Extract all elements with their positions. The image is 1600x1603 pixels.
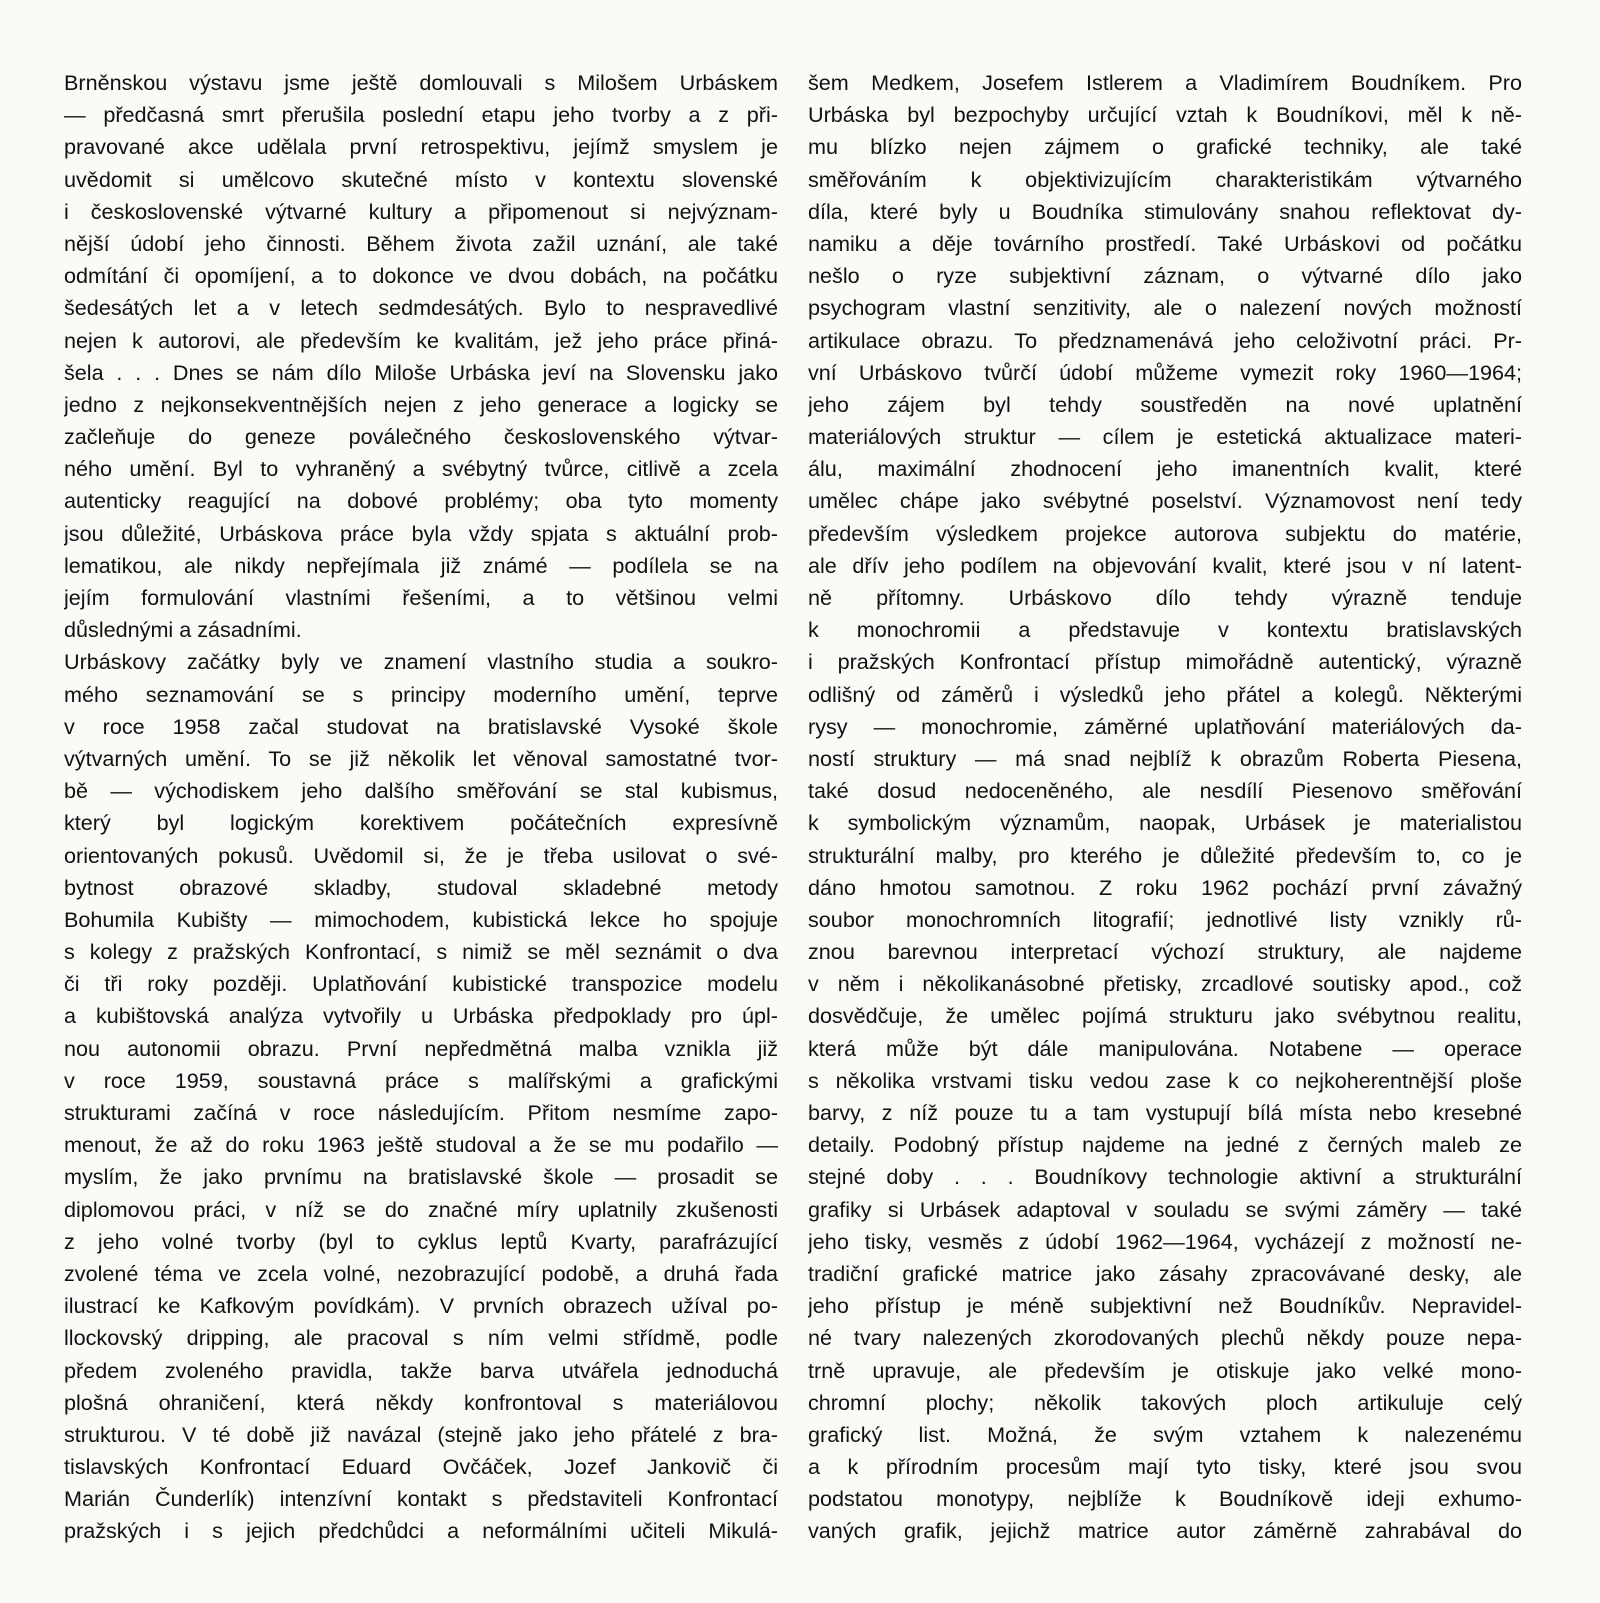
text-line: né tvary nalezených zkorodovaných plechů někdy pouze nepa- bbox=[808, 1325, 1522, 1351]
text-line: nejen k autorovi, ale především ke kvalitám, jež jeho práce přiná- bbox=[64, 327, 778, 353]
text-line: grafiky si Urbásek adaptoval v souladu se svými záměry — také bbox=[808, 1196, 1522, 1222]
text-line: směřováním k objektivizujícím charakteristikám výtvarného bbox=[808, 166, 1522, 192]
text-line: jeho tisky, vesměs z údobí 1962—1964, vycházejí z možností ne- bbox=[808, 1228, 1522, 1254]
text-line: ností struktury — má snad nejblíž k obrazům Roberta Piesena, bbox=[808, 745, 1522, 771]
text-line: k monochromii a představuje v kontextu bratislavských bbox=[808, 617, 1522, 643]
text-line: ného umění. Byl to vyhraněný a svébytný tvůrce, citlivě a zcela bbox=[64, 456, 778, 482]
text-line: k symbolickým významům, naopak, Urbásek je materialistou bbox=[808, 810, 1522, 836]
text-line: podstatou monotypy, nejblíže k Boudníkově ideji exhumo- bbox=[808, 1486, 1522, 1512]
text-line: namiku a děje továrního prostředí. Také Urbáskovi od počátku bbox=[808, 230, 1522, 256]
text-line: začleňuje do geneze poválečného československého výtvar- bbox=[64, 424, 778, 450]
text-line: který byl logickým korektivem počátečních expresívně bbox=[64, 810, 778, 836]
text-line: tislavských Konfrontací Eduard Ovčáček, Jozef Jankovič či bbox=[64, 1454, 778, 1480]
text-line: tradiční grafické matrice jako zásahy zpracovávané desky, ale bbox=[808, 1260, 1522, 1286]
text-line: vaných grafik, jejichž matrice autor záměrně zahrabával do bbox=[808, 1518, 1522, 1544]
text-line: jeho zájem byl tehdy soustředěn na nové uplatnění bbox=[808, 391, 1522, 417]
text-line: v něm i několikanásobné přetisky, zrcadlové soutisky apod., což bbox=[808, 971, 1522, 997]
text-line: s několika vrstvami tisku vedou zase k co nejkoherentnější ploše bbox=[808, 1067, 1522, 1093]
text-line: diplomovou práci, v níž se do značné míry uplatnily zkušenosti bbox=[64, 1196, 778, 1222]
text-line: mu blízko nejen zájmem o grafické techniky, ale také bbox=[808, 134, 1522, 160]
text-line: zvolené téma ve zcela volné, nezobrazující podobě, a druhá řada bbox=[64, 1260, 778, 1286]
text-line: díla, které byly u Boudníka stimulovány snahou reflektovat dy- bbox=[808, 198, 1522, 224]
text-line: ně přítomny. Urbáskovo dílo tehdy výrazně tenduje bbox=[808, 585, 1522, 610]
text-line: dosvědčuje, že umělec pojímá strukturu jako svébytnou realitu, bbox=[808, 1003, 1522, 1029]
text-line: jedno z nejkonsekventnějších nejen z jeho generace a logicky se bbox=[64, 391, 778, 417]
text-line: s kolegy z pražských Konfrontací, s nimiž se měl seznámit o dva bbox=[64, 939, 778, 965]
text-line: Bohumila Kubišty — mimochodem, kubistická lekce ho spojuje bbox=[64, 906, 778, 932]
text-line: bytnost obrazové skladby, studoval skladebné metody bbox=[64, 874, 778, 900]
text-line: lematikou, ale nikdy nepřejímala již známé — podílela se na bbox=[64, 552, 778, 578]
text-line: Urbáska byl bezpochyby určující vztah k Boudníkovi, měl k ně- bbox=[808, 102, 1522, 128]
text-line: strukturou. V té době již navázal (stejně jako jeho přátelé z bra- bbox=[64, 1421, 778, 1447]
text-line: chromní plochy; několik takových ploch artikuluje celý bbox=[808, 1389, 1522, 1415]
text-line: pražských i s jejich předchůdci a neformálními učiteli Mikulá- bbox=[64, 1518, 778, 1544]
text-line: materiálových struktur — cílem je estetická aktualizace materi- bbox=[808, 424, 1522, 450]
text-line: dáno hmotou samotnou. Z roku 1962 pochází první závažný bbox=[808, 874, 1522, 900]
text-line: odlišný od záměrů i výsledků jeho přátel a kolegů. Některými bbox=[808, 681, 1522, 707]
text-line: stejné doby . . . Boudníkovy technologie aktivní a strukturální bbox=[808, 1164, 1522, 1190]
text-line: strukturami začíná v roce následujícím. Přitom nesmíme zapo- bbox=[64, 1100, 778, 1125]
text-line: vní Urbáskovo tvůrčí údobí můžeme vymezit roky 1960—1964; bbox=[808, 359, 1522, 385]
text-line: a k přírodním procesům mají tyto tisky, které jsou svou bbox=[808, 1454, 1522, 1480]
text-line: v roce 1958 začal studovat na bratislavské Vysoké škole bbox=[64, 713, 778, 739]
text-line: znou barevnou interpretací výchozí struktury, ale najdeme bbox=[808, 939, 1522, 965]
text-line: artikulace obrazu. To předznamenává jeho celoživotní práci. Pr- bbox=[808, 327, 1522, 353]
text-line: jejím formulování vlastními řešeními, a to většinou velmi bbox=[64, 585, 778, 610]
text-line: grafický list. Možná, že svým vztahem k nalezenému bbox=[808, 1421, 1522, 1447]
text-line: detaily. Podobný přístup najdeme na jedné z černých maleb ze bbox=[808, 1132, 1522, 1158]
text-line: ilustrací ke Kafkovým povídkám). V prvních obrazech užíval po- bbox=[64, 1293, 778, 1319]
text-line: v roce 1959, soustavná práce s malířskými a grafickými bbox=[64, 1067, 778, 1093]
text-line: llockovský dripping, ale pracoval s ním velmi střídmě, podle bbox=[64, 1325, 778, 1351]
text-line: bě — východiskem jeho dalšího směřování se stal kubismus, bbox=[64, 778, 778, 804]
text-line: rysy — monochromie, záměrné uplatňování materiálových da- bbox=[808, 713, 1522, 739]
text-line: odmítání či opomíjení, a to dokonce ve dvou dobách, na počátku bbox=[64, 263, 778, 289]
text-line: Marián Čunderlík) intenzívní kontakt s představiteli Konfrontací bbox=[64, 1486, 778, 1512]
text-line: z jeho volné tvorby (byl to cyklus leptů Kvarty, parafrázující bbox=[64, 1228, 778, 1254]
text-line: která může být dále manipulována. Notabene — operace bbox=[808, 1035, 1522, 1061]
right-text-column bbox=[808, 67, 1522, 1548]
text-line: důslednými a zásadními. bbox=[64, 617, 302, 643]
text-line: mého seznamování se s principy moderního umění, teprve bbox=[64, 681, 778, 707]
text-line: álu, maximální zhodnocení jeho imanentních kvalit, které bbox=[808, 456, 1522, 482]
text-line: autenticky reagující na dobové problémy; oba tyto momenty bbox=[64, 488, 778, 514]
text-line: psychogram vlastní senzitivity, ale o nalezení nových možností bbox=[808, 295, 1522, 321]
text-line: orientovaných pokusů. Uvědomil si, že je třeba usilovat o své- bbox=[64, 842, 778, 868]
text-line: také dosud nedoceněného, ale nesdílí Piesenovo směřování bbox=[808, 778, 1522, 804]
text-line: menout, že až do roku 1963 ještě studoval a že se mu podařilo — bbox=[64, 1132, 778, 1158]
text-line: šedesátých let a v letech sedmdesátých. Bylo to nespravedlivé bbox=[64, 295, 778, 321]
text-line: výtvarných umění. To se již několik let věnoval samostatné tvor- bbox=[64, 745, 778, 771]
text-line: strukturální malby, pro kterého je důležité především to, co je bbox=[808, 842, 1522, 868]
text-line: nešlo o ryze subjektivní záznam, o výtvarné dílo jako bbox=[808, 263, 1522, 289]
text-line: či tři roky později. Uplatňování kubistické transpozice modelu bbox=[64, 971, 778, 997]
text-line: především výsledkem projekce autorova subjektu do matérie, bbox=[808, 520, 1522, 546]
text-line: barvy, z níž pouze tu a tam vystupují bílá místa nebo kresebné bbox=[808, 1100, 1522, 1125]
text-line: trně upravuje, ale především je otiskuje jako velké mono- bbox=[808, 1357, 1522, 1383]
text-line: nější údobí jeho činnosti. Během života zažil uznání, ale také bbox=[64, 230, 778, 256]
text-line: předem zvoleného pravidla, takže barva utvářela jednoduchá bbox=[64, 1357, 778, 1383]
text-line: umělec chápe jako svébytné poselství. Významovost není tedy bbox=[808, 488, 1522, 514]
text-line: Urbáskovy začátky byly ve znamení vlastního studia a soukro- bbox=[64, 649, 778, 675]
text-line: jeho přístup je méně subjektivní než Boudníkův. Nepravidel- bbox=[808, 1293, 1522, 1319]
text-line: uvědomit si umělcovo skutečné místo v kontextu slovenské bbox=[64, 166, 778, 192]
text-line: i československé výtvarné kultury a připomenout si nejvýznam- bbox=[64, 198, 778, 224]
text-line: Brněnskou výstavu jsme ještě domlouvali s Milošem Urbáskem bbox=[64, 70, 778, 95]
text-line: — předčasná smrt přerušila poslední etapu jeho tvorby a z při- bbox=[64, 102, 778, 128]
text-line: jsou důležité, Urbáskova práce byla vždy spjata s aktuální prob- bbox=[64, 520, 778, 546]
text-line: a kubištovská analýza vytvořily u Urbáska předpoklady pro úpl- bbox=[64, 1003, 778, 1029]
text-line: plošná ohraničení, která někdy konfrontoval s materiálovou bbox=[64, 1389, 778, 1415]
text-line: soubor monochromních litografií; jednotlivé listy vznikly rů- bbox=[808, 906, 1522, 932]
left-text-column bbox=[64, 67, 778, 1548]
text-line: i pražských Konfrontací přístup mimořádně autentický, výrazně bbox=[808, 649, 1522, 675]
text-line: nou autonomii obrazu. První nepředmětná malba vznikla již bbox=[64, 1035, 778, 1061]
text-line: šela . . . Dnes se nám dílo Miloše Urbáska jeví na Slovensku jako bbox=[64, 359, 778, 385]
text-line: šem Medkem, Josefem Istlerem a Vladimírem Boudníkem. Pro bbox=[808, 70, 1522, 95]
text-line: myslím, že jako prvnímu na bratislavské škole — prosadit se bbox=[64, 1164, 778, 1190]
text-line: ale dřív jeho podílem na objevování kvalit, které jsou v ní latent- bbox=[808, 552, 1522, 578]
text-line: pravované akce udělala první retrospektivu, jejímž smyslem je bbox=[64, 134, 778, 160]
